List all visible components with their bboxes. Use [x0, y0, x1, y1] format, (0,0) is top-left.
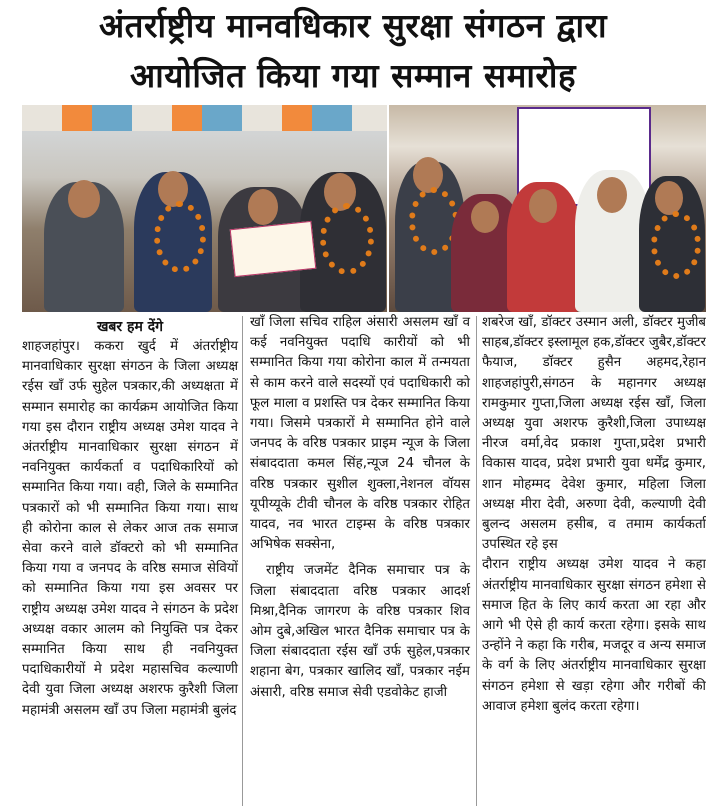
article-body: [22, 313, 706, 812]
certificate: [230, 221, 317, 277]
person-head: [529, 189, 557, 223]
headline-line-1: अंतर्राष्ट्रीय मानवधिकार सुरक्षा संगठन द्वारा: [98, 6, 608, 45]
flower-garland: [651, 211, 701, 279]
headline: [0, 0, 706, 104]
article-column-1: [22, 313, 238, 812]
article-paragraph: शबरेज खाँ, डॉक्टर उस्मान अली, डॉक्टर मुजीब साहब,डॉक्टर इस्लामूल हक,डॉक्टर जुबैर,डॉक्टर फैयाज, डॉक्टर हुसैन अहमद,रेहान शाहजहांपुरी,संगठन के महानगर अध्यक्ष रामकुमार गुप्ता,जिला अध्यक्ष रईस खाँ, जिला अध्यक्ष युवा अशरफ कुरैशी,जिला उपाध्यक्ष नीरज वर्मा,वेद प्रकाश गुप्ता,प्रदेश प्रभारी विकास यादव, प्रदेश प्रभारी युवा धर्मेंद्र कुमार, शान मोहम्मद देवेश कुमार, महिला जिला अध्यक्ष मीरा देवी, अरुणा देवी, कल्याणी देवी बुलन्द असलम हसीब, व तमाम कार्यकर्ता उपस्थित रहे इस: [482, 315, 706, 553]
person-head: [655, 181, 683, 215]
article-paragraph: खाँ जिला सचिव राहिल अंसारी असलम खाँ व कई नवनियुक्त पदाधि कारीयों को भी सम्मानित किया गया कोरोना काल में तन्मयता से काम करने वाले सदस्यों एवं पदाधिकारी को फूल माला व प्रशस्ति पत्र देकर सम्मानित किया गया। जिसमे पत्रकारों मे सम्मानित होने वाले जनपद के वरिष्ठ पत्रकार प्राइम न्यूज के जिला संबाददाता कमल सिंह,न्यूज 24 चौनल के वरिष्ठ पत्रकार सुशील शुक्ला,नेशनल वॉयस यूपीय्यूके टीवी चौनल के वरिष्ठ पत्रकार रोहित यादव, नव भारत टाइम्स के वरिष्ठ पत्रकार अभिषेक सक्सेना,: [250, 315, 470, 553]
article-column-2: [250, 313, 470, 812]
flower-garland: [320, 203, 374, 275]
flower-garland: [154, 201, 206, 273]
person-head: [471, 201, 499, 233]
photo-strip: [22, 105, 706, 312]
headline-line-2: आयोजित किया गया सम्मान समारोह: [130, 56, 576, 95]
tent-canopy: [22, 105, 387, 131]
person-head: [248, 189, 278, 225]
article-paragraph: दौरान राष्ट्रीय अध्यक्ष उमेश यादव ने कहा अंतर्राष्ट्रीय मानवाधिकार सुरक्षा संगठन हमेशा से समाज हित के लिए कार्य करता आ रहा और आगे भी ऐसे ही कार्य करता रहेगा। इसके साथ उन्होंने ने कहा कि गरीब, मजदूर व अन्य समाज के वर्ग के लिए अंतर्राष्ट्रीय मानवाधिकार सुरक्षा संगठन हमेशा से खड़ा रहेगा और गरीबों की आवाज हमेशा बुलंद करता रहेगा।: [482, 557, 706, 714]
article-column-3: [482, 313, 706, 812]
article-kicker: खबर हम देंगे: [96, 319, 164, 335]
event-photo-right: [389, 105, 706, 312]
article-paragraph: शाहजहांपुर। ककरा खुर्द में अंतर्राष्ट्रीय मानवाधिकार सुरक्षा संगठन के जिला अध्यक्ष रईस खाँ उर्फ सुहेल पत्रकार,की अध्यक्षता में सम्मान समारोह का कार्यक्रम आयोजित किया गया इस दौरान राष्ट्रीय अध्यक्ष उमेश यादव ने अंतर्राष्ट्रीय मानवाधिकार सुरक्षा संगठन में नवनियुक्त कार्यकर्ता व पदाधिकारियों को सम्मानित किया गया। वही, जिले के सम्मानित पत्रकारों को भी सम्मानित किया गया। साथ ही कोरोना काल से लेकर आज तक समाज सेवा करने वाले डॉक्टरो को भी सम्मानित किया गया व जनपद के वरिष्ठ समाज सेवियों को सम्मानित किया गया इस अवसर पर राष्ट्रीय अध्यक्ष उमेश यादव ने संगठन के प्रदेश अध्यक्ष वकार आलम को नियुक्ति पत्र देकर सम्मानित किया साथ ही नवनियुक्त पदाधिकारीयों मे प्रदेश महासचिव कल्याणी देवी युवा जिला अध्यक्ष अशरफ कुरैशी जिला महामंत्री असलम खाँ उप जिला महामंत्री बुलंद: [22, 339, 238, 718]
person-head: [597, 177, 627, 213]
article-paragraph: राष्ट्रीय जजमेंट दैनिक समाचार पत्र के जिला संबाददाता वरिष्ठ पत्रकार आदर्श मिश्रा,दैनिक जागरण के वरिष्ठ पत्रकार शिव ओम दुबे,अखिल भारत दैनिक समाचार पत्र के जिला संबाददाता रईस खाँ उर्फ सुहेल,पत्रकार शहाना बेग, पत्रकार खालिद खाँ, पत्रकार नईम अंसारी, वरिष्ठ समाज सेवी एडवोकेट हाजी: [250, 563, 470, 700]
person-head: [68, 180, 100, 218]
event-photo-left: [22, 105, 387, 312]
